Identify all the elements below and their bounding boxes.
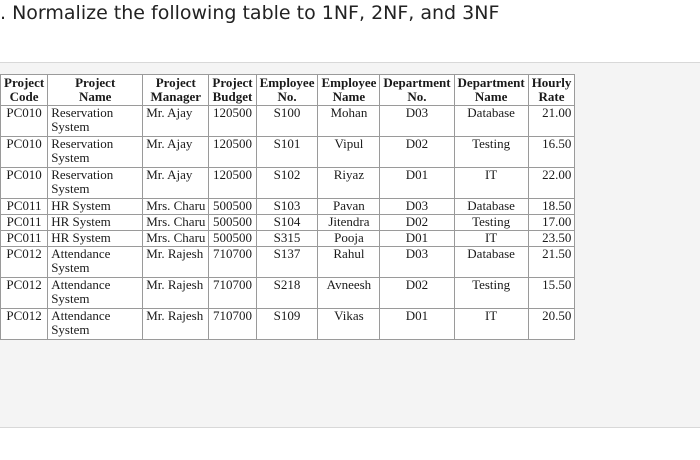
cell-project-code: PC012 xyxy=(1,278,48,309)
cell-department-no: D02 xyxy=(380,278,454,309)
cell-project-code: PC011 xyxy=(1,215,48,231)
cell-employee-name: Rahul xyxy=(318,247,380,278)
header-project-budget: Project Budget xyxy=(209,75,256,106)
cell-department-no: D01 xyxy=(380,231,454,247)
cell-project-manager: Mrs. Charu xyxy=(143,215,209,231)
cell-employee-no: S137 xyxy=(256,247,318,278)
cell-project-code: PC010 xyxy=(1,106,48,137)
cell-department-name: Testing xyxy=(454,278,528,309)
cell-project-budget: 710700 xyxy=(209,278,256,309)
header-row xyxy=(1,75,575,106)
cell-project-code: PC010 xyxy=(1,168,48,199)
header-hourly-rate: Hourly Rate xyxy=(528,75,575,106)
cell-department-name: IT xyxy=(454,231,528,247)
cell-project-budget: 120500 xyxy=(209,137,256,168)
header-department-no: Department No. xyxy=(380,75,454,106)
cell-department-name: Database xyxy=(454,106,528,137)
cell-department-name: Testing xyxy=(454,137,528,168)
cell-project-code: PC010 xyxy=(1,137,48,168)
cell-project-code: PC012 xyxy=(1,309,48,340)
cell-project-code: PC011 xyxy=(1,199,48,215)
cell-employee-no: S109 xyxy=(256,309,318,340)
cell-project-budget: 710700 xyxy=(209,309,256,340)
cell-employee-no: S103 xyxy=(256,199,318,215)
cell-project-name: HR System xyxy=(48,199,143,215)
table-row xyxy=(1,106,575,137)
cell-project-name: HR System xyxy=(48,215,143,231)
cell-department-no: D03 xyxy=(380,106,454,137)
cell-employee-name: Jitendra xyxy=(318,215,380,231)
cell-project-name: Reservation System xyxy=(48,137,143,168)
cell-project-manager: Mr. Ajay xyxy=(143,106,209,137)
header-employee-no: Employee No. xyxy=(256,75,318,106)
header-project-manager: Project Manager xyxy=(143,75,209,106)
cell-project-manager: Mr. Ajay xyxy=(143,137,209,168)
cell-employee-name: Mohan xyxy=(318,106,380,137)
cell-project-name: Attendance System xyxy=(48,278,143,309)
cell-project-budget: 710700 xyxy=(209,247,256,278)
table-row xyxy=(1,247,575,278)
cell-project-manager: Mr. Ajay xyxy=(143,168,209,199)
cell-project-manager: Mr. Rajesh xyxy=(143,247,209,278)
cell-project-name: Reservation System xyxy=(48,168,143,199)
table-row xyxy=(1,215,575,231)
cell-employee-name: Avneesh xyxy=(318,278,380,309)
cell-hourly-rate: 21.50 xyxy=(528,247,575,278)
cell-project-manager: Mr. Rajesh xyxy=(143,309,209,340)
cell-department-no: D01 xyxy=(380,168,454,199)
cell-project-code: PC012 xyxy=(1,247,48,278)
cell-hourly-rate: 18.50 xyxy=(528,199,575,215)
cell-employee-name: Riyaz xyxy=(318,168,380,199)
cell-department-name: IT xyxy=(454,168,528,199)
cell-hourly-rate: 15.50 xyxy=(528,278,575,309)
cell-hourly-rate: 21.00 xyxy=(528,106,575,137)
cell-project-budget: 120500 xyxy=(209,168,256,199)
table-row xyxy=(1,278,575,309)
cell-employee-name: Vipul xyxy=(318,137,380,168)
cell-employee-no: S101 xyxy=(256,137,318,168)
table-row xyxy=(1,199,575,215)
table-row xyxy=(1,168,575,199)
cell-employee-no: S315 xyxy=(256,231,318,247)
cell-project-name: HR System xyxy=(48,231,143,247)
cell-department-no: D02 xyxy=(380,137,454,168)
cell-project-budget: 500500 xyxy=(209,199,256,215)
cell-project-name: Reservation System xyxy=(48,106,143,137)
table-row xyxy=(1,309,575,340)
cell-employee-name: Pavan xyxy=(318,199,380,215)
table-row xyxy=(1,231,575,247)
cell-department-no: D02 xyxy=(380,215,454,231)
cell-employee-no: S104 xyxy=(256,215,318,231)
cell-employee-no: S102 xyxy=(256,168,318,199)
question-heading: . Normalize the following table to 1NF, 2NF, and 3NF xyxy=(0,2,500,24)
cell-hourly-rate: 16.50 xyxy=(528,137,575,168)
cell-project-manager: Mr. Rajesh xyxy=(143,278,209,309)
cell-employee-name: Pooja xyxy=(318,231,380,247)
header-department-name: Department Name xyxy=(454,75,528,106)
cell-project-budget: 500500 xyxy=(209,231,256,247)
cell-department-no: D01 xyxy=(380,309,454,340)
cell-hourly-rate: 23.50 xyxy=(528,231,575,247)
cell-project-manager: Mrs. Charu xyxy=(143,231,209,247)
cell-employee-no: S218 xyxy=(256,278,318,309)
header-project-name: Project Name xyxy=(48,75,143,106)
cell-department-name: Database xyxy=(454,199,528,215)
cell-hourly-rate: 17.00 xyxy=(528,215,575,231)
unnormalized-table xyxy=(0,74,575,340)
cell-employee-name: Vikas xyxy=(318,309,380,340)
cell-project-name: Attendance System xyxy=(48,247,143,278)
cell-department-no: D03 xyxy=(380,199,454,215)
cell-hourly-rate: 22.00 xyxy=(528,168,575,199)
cell-project-code: PC011 xyxy=(1,231,48,247)
cell-project-budget: 500500 xyxy=(209,215,256,231)
cell-hourly-rate: 20.50 xyxy=(528,309,575,340)
cell-employee-no: S100 xyxy=(256,106,318,137)
cell-project-manager: Mrs. Charu xyxy=(143,199,209,215)
cell-project-budget: 120500 xyxy=(209,106,256,137)
cell-department-name: IT xyxy=(454,309,528,340)
cell-department-name: Database xyxy=(454,247,528,278)
header-project-code: Project Code xyxy=(1,75,48,106)
table-row xyxy=(1,137,575,168)
cell-project-name: Attendance System xyxy=(48,309,143,340)
cell-department-no: D03 xyxy=(380,247,454,278)
header-employee-name: Employee Name xyxy=(318,75,380,106)
cell-department-name: Testing xyxy=(454,215,528,231)
